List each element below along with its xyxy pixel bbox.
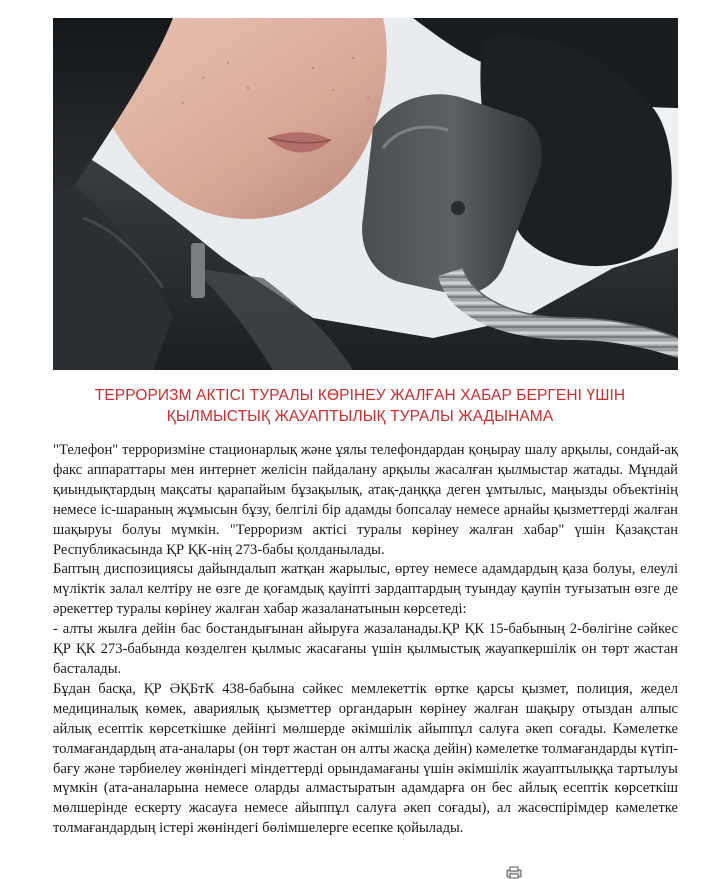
title-line-1: ТЕРРОРИЗМ АКТІСІ ТУРАЛЫ КӨРІНЕУ ЖАЛҒАН ХАБАР БЕРГЕНІ ҮШІН [94,387,626,404]
paragraph-administrative: Бұдан басқа, ҚР ӘҚБтК 438-бабына сәйкес мемлекеттік өртке қарсы қызмет, полиция, жедел медициналық көмек, авариялық қызметтер органдарын көрінеу жалған шақыру отыздан алпыс айлық есептік көрсеткішке дейінгі мөлшерде әкімшілік айыппұл салуға әкеп соғады. Кәмелетке толмағандардың ата-аналары (он төрт жастан он алты жасқа дейін) кәмелетке толмағандарды күтіп-бағу және тәрбиелеу жөніндегі міндеттерді орындамағаны үшін әкімшілік жауаптылыққа тартылуы мүмкін (ата-аналарына немесе оларды алмастыратын адамдарға он бес айлық есептік көрсеткіш мөлшерінде ескерту жасауға немесе айыппұл салуға әкеп соғады), ал жасөспірімдер кәмелетке толмағандардың істері жөніндегі бөлімшелерге есепке қойылады. [53,680,678,837]
payphone-photo [53,18,678,370]
paragraph-telephone-terrorism: "Телефон" терроризміне стационарлық және ұялы телефондардан қоңырау шалу арқылы, сондай-ақ факс аппараттары мен интернет желісін пайдалану арқылы жасалған қылмыстар жатады. Мұндай қиындықтардың мақсаты қарапайым бұзақылық, атақ-даңққа деген ұмтылыс, маңызды объектінің немесе іс-шараның жұмысын бұзу, белгілі бір адамды бопсалау немесе арнайы қызметтерді жалған шақыруы болуы мүмкін. "Терроризм актісі туралы көрінеу жалған хабар" үшін Қазақстан Республикасында ҚР ҚК-нің 273-бабы қолданылады. [53,442,678,558]
document-title [40,385,680,427]
photo-illustration [53,18,678,370]
paragraph-penalty: - алты жылға дейін бас бостандығынан айыруға жазаланады.ҚР ҚК 15-бабының 2-бөлігіне сәйкес ҚР ҚК 273-бабында көзделген қылмыс жасағаны үшін қылмыстық жауапкершілік он төрт жастан басталады. [53,621,678,677]
printer-icon[interactable] [506,866,522,879]
paragraph-disposition: Баптың диспозициясы дайындалып жатқан жарылыс, өртеу немесе адамдардың қаза болуы, елеулі мүліктік залал келтіру не өзге де қоғамдық қауіпті зардаптардың туындау қаупін туғызатын өзге де әрекеттер туралы көрінеу жалған хабар жазаланатынын көрсетеді: [53,561,678,618]
title-line-2: ҚЫЛМЫСТЫҚ ЖАУАПТЫЛЫҚ ТУРАЛЫ ЖАДЫНАМА [166,408,554,425]
document-body [53,441,678,839]
